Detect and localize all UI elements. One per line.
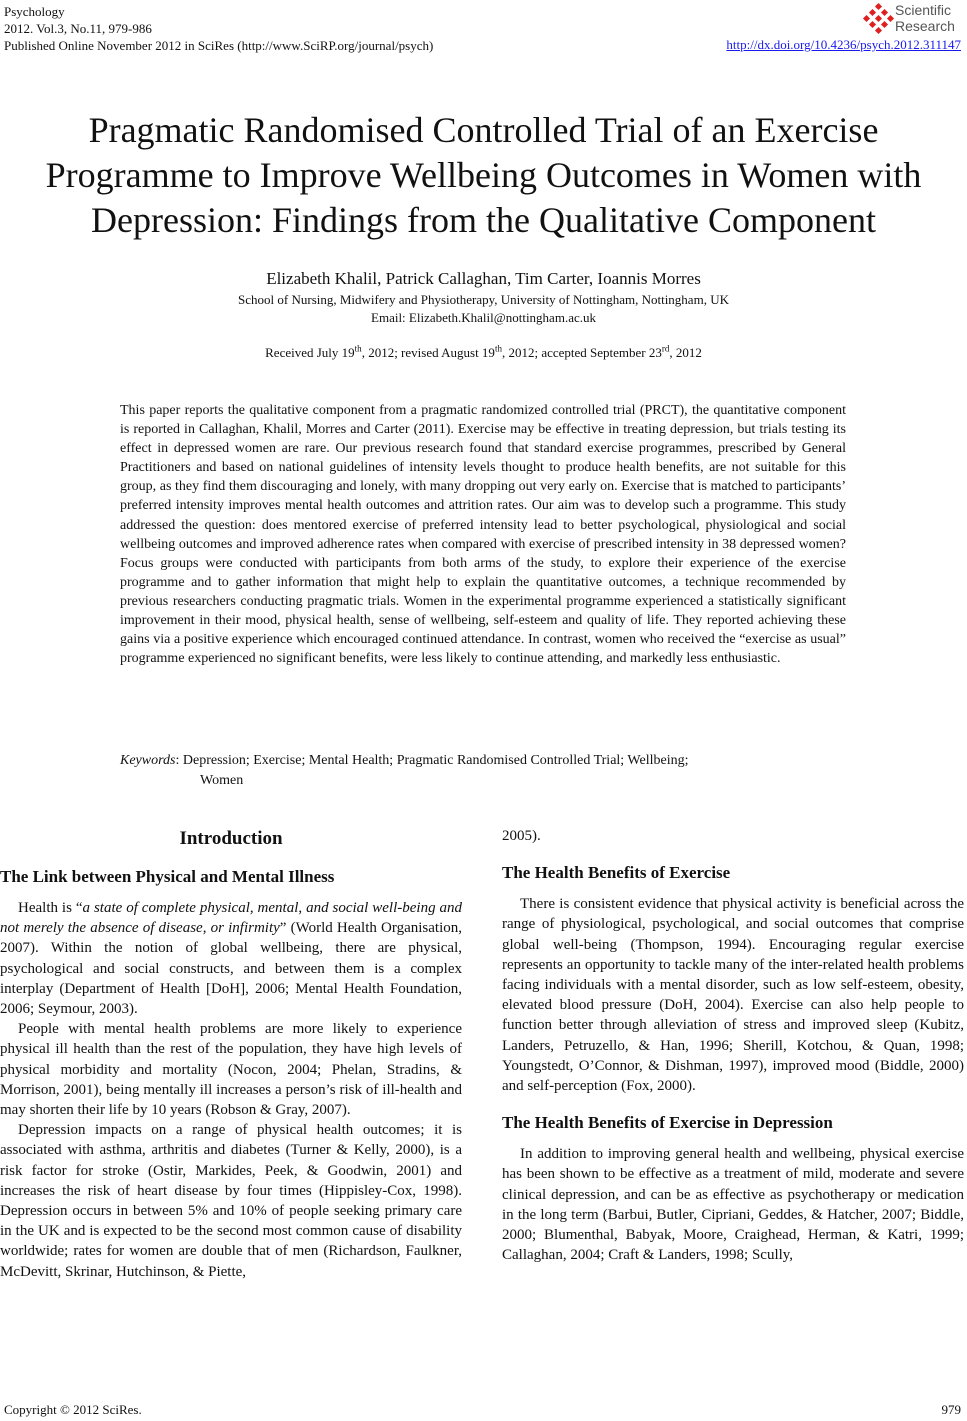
body-paragraph: There is consistent evidence that physical activity is beneficial across the range of physiological, psychological, and social outcomes that comprise global well-being (Thompson, 1994). Encouraging regular exercise represents an opportunity to tackle many of the inter-related health problems facing individuals with a mental disorder, such as low self-esteem, obesity, elevated blood pressure (DoH, 2004). Exercise can also help people to function better through alleviation of stress and improved sleep (Kubitz, Landers, Petruzello, & Han, 1996; Sherill, Kotchou, & Quan, 1998; Youngstedt, O’Connor, & Dishman, 1997), improved mood (Biddle, 2000) and self-perception (Fox, 2000). xyxy=(502,896,964,1095)
copyright-footer: Copyright © 2012 SciRes. xyxy=(4,1402,142,1417)
italic-span: and social well-being and not merely the absence of disease xyxy=(0,900,462,937)
section-heading-introduction: Introduction xyxy=(179,828,283,849)
title-line-1: Pragmatic Randomised Controlled Trial of an Exercise xyxy=(88,110,879,150)
keywords-text: : Depression; Exercise; Mental Health; Pragmatic Randomised Controlled Trial; Wellbeing; xyxy=(175,753,689,768)
received-text: Received July 19 xyxy=(265,345,355,360)
text-span: Health is “ xyxy=(18,900,83,916)
text-span: , xyxy=(249,900,258,916)
revised-text: , 2012; revised August 19 xyxy=(361,345,495,360)
italic-span: or infirmity xyxy=(210,920,280,937)
revised-sup: th xyxy=(494,343,502,354)
affiliation: School of Nursing, Midwifery and Physiotherapy, University of Nottingham, Nottingham, UK xyxy=(238,292,729,307)
subsection-heading: The Health Benefits of Exercise xyxy=(502,863,731,883)
subsection-heading: The Link between Physical and Mental Illness xyxy=(0,867,335,886)
journal-volume: 2012. Vol.3, No.11, 979-986 xyxy=(4,21,152,36)
accepted-sup: rd xyxy=(661,343,670,354)
accepted-text: , 2012; accepted September 23 xyxy=(501,345,662,360)
scientific-research-logo-icon xyxy=(861,2,895,36)
year-text: , 2012 xyxy=(669,345,702,360)
abstract: This paper reports the qualitative component from a pragmatic randomized controlled trial (PRCT), the quantitative component is reported in Callaghan, Khalil, Morres and Carter (2011). Exercise may be effective in treating depression, but trials testing its effect in depressed women are rare. Our previous research found that standard exercise programmes, prescribed by General Practitioners and based on national guidelines of intensity levels thought to produce health benefits, are not suitable for this group, as they find them discouraging and lonely, with many dropping out very early on. Exercise that is matched to participants’ preferred intensity improves mental health outcomes and attrition rates. Our aim was to develop such a programme. This study addressed the question: does mentored exercise of preferred intensity lead to better psychological, physiological and social wellbeing outcomes and improved adherence rates when compared with exercise of prescribed intensity in 38 depressed women? Focus groups were conducted with participants from both arms of the study, to explore their experience of the exercise programme and to gather information that might help to explain the quantitative outcomes, a technique recommended by previous researchers conducting pragmatic trials. Women in the experimental programme experienced a statistically significant improvement in their mood, physical health, sense of wellbeing, self-esteem and quality of life. They reported achieving these gains via a positive experience which encouraged continued attendance. In contrast, women who received the “exercise as usual” programme experienced no significant benefits, were less likely to continue attending, and markedly less enthusiastic. xyxy=(120,403,846,667)
body-paragraph: In addition to improving general health and wellbeing, physical exercise has been shown to be effective as a treatment of mild, moderate and severe clinical depression, and can be as effective as psychotherapy or medication in the long term (Barbui, Butler, Cipriani, Geddes, & Hatcher, 2007; Biddle, 2000; Blumenthal, Babyak, Moore, Craighead, Herman, & Katri, 1999; Callaghan, 2004; Craft & Landers, 1998; Scully, xyxy=(502,1146,964,1264)
body-paragraph-continued: 2005). xyxy=(502,828,541,844)
keywords-continuation: Women xyxy=(200,772,244,788)
body-paragraph: Depression impacts on a range of physical health outcomes; it is associated with asthma, arthritis and diabetes (Turner & Kelly, 2000), is a risk factor for stroke (Ostir, Markides, Peek, & Goodwin, 2001) and increases the risk of heart disease by four times (Hippisley-Cox, 1998). Depression occurs in between 5% and 10% of people seeking primary care in the UK and is expected to be the second most common cause of disability worldwide; rates for women are double that of men (Richardson, Faulkner, McDevitt, Skrinar, Hutchinson, & Piette, xyxy=(0,1122,462,1280)
body-paragraph: People with mental health problems are more likely to experience physical ill health than the rest of the population, they have high levels of physical morbidity and mortality (Nocon, 2004; Phelan, Stradins, & Morrison, 2001), being mentally ill increases a person’s risk of ill-health and may shorten their life by 10 years (Robson & Gray, 2007). xyxy=(0,1021,462,1119)
doi-link[interactable]: http://dx.doi.org/10.4236/psych.2012.311147 xyxy=(726,37,961,52)
keywords-label: Keywords xyxy=(120,753,176,768)
publication-info: Published Online November 2012 in SciRes (http://www.SciRP.org/journal/psych) xyxy=(4,38,434,53)
received-sup: th xyxy=(354,343,362,354)
keywords xyxy=(120,751,846,790)
contact-email: Email: Elizabeth.Khalil@nottingham.ac.uk xyxy=(371,310,596,325)
author-list: Elizabeth Khalil, Patrick Callaghan, Tim Carter, Ioannis Morres xyxy=(266,269,701,288)
publisher-logo xyxy=(861,2,961,36)
subsection-heading: The Health Benefits of Exercise in Depression xyxy=(502,1113,833,1133)
received-dates xyxy=(0,345,967,361)
logo-text-research: Research xyxy=(895,18,955,34)
right-column xyxy=(502,826,964,1265)
text-span: , xyxy=(298,900,307,916)
journal-name: Psychology xyxy=(4,4,65,19)
paper-title xyxy=(0,108,967,243)
logo-text-scientific: Scientific xyxy=(895,2,952,18)
title-line-3: Depression: Findings from the Qualitative Component xyxy=(91,200,876,240)
title-line-2: Programme to Improve Wellbeing Outcomes in Women with xyxy=(45,155,922,195)
italic-span: a state of complete physical xyxy=(82,900,250,916)
left-column xyxy=(0,826,462,1282)
journal-header xyxy=(4,3,433,54)
body-paragraph xyxy=(0,898,462,1019)
page-number: 979 xyxy=(941,1402,961,1417)
text-span: ” (World Health Organisation, 2007). Within the notion of global wellbeing, there are physical, psychological and social constructs, and between them is a complex interplay (Department of Health [DoH], 2006; Mental Health Foundation, 2006; Seymour, 2003). xyxy=(0,920,463,1018)
italic-span: mental xyxy=(257,900,299,916)
text-span: , xyxy=(202,920,211,937)
